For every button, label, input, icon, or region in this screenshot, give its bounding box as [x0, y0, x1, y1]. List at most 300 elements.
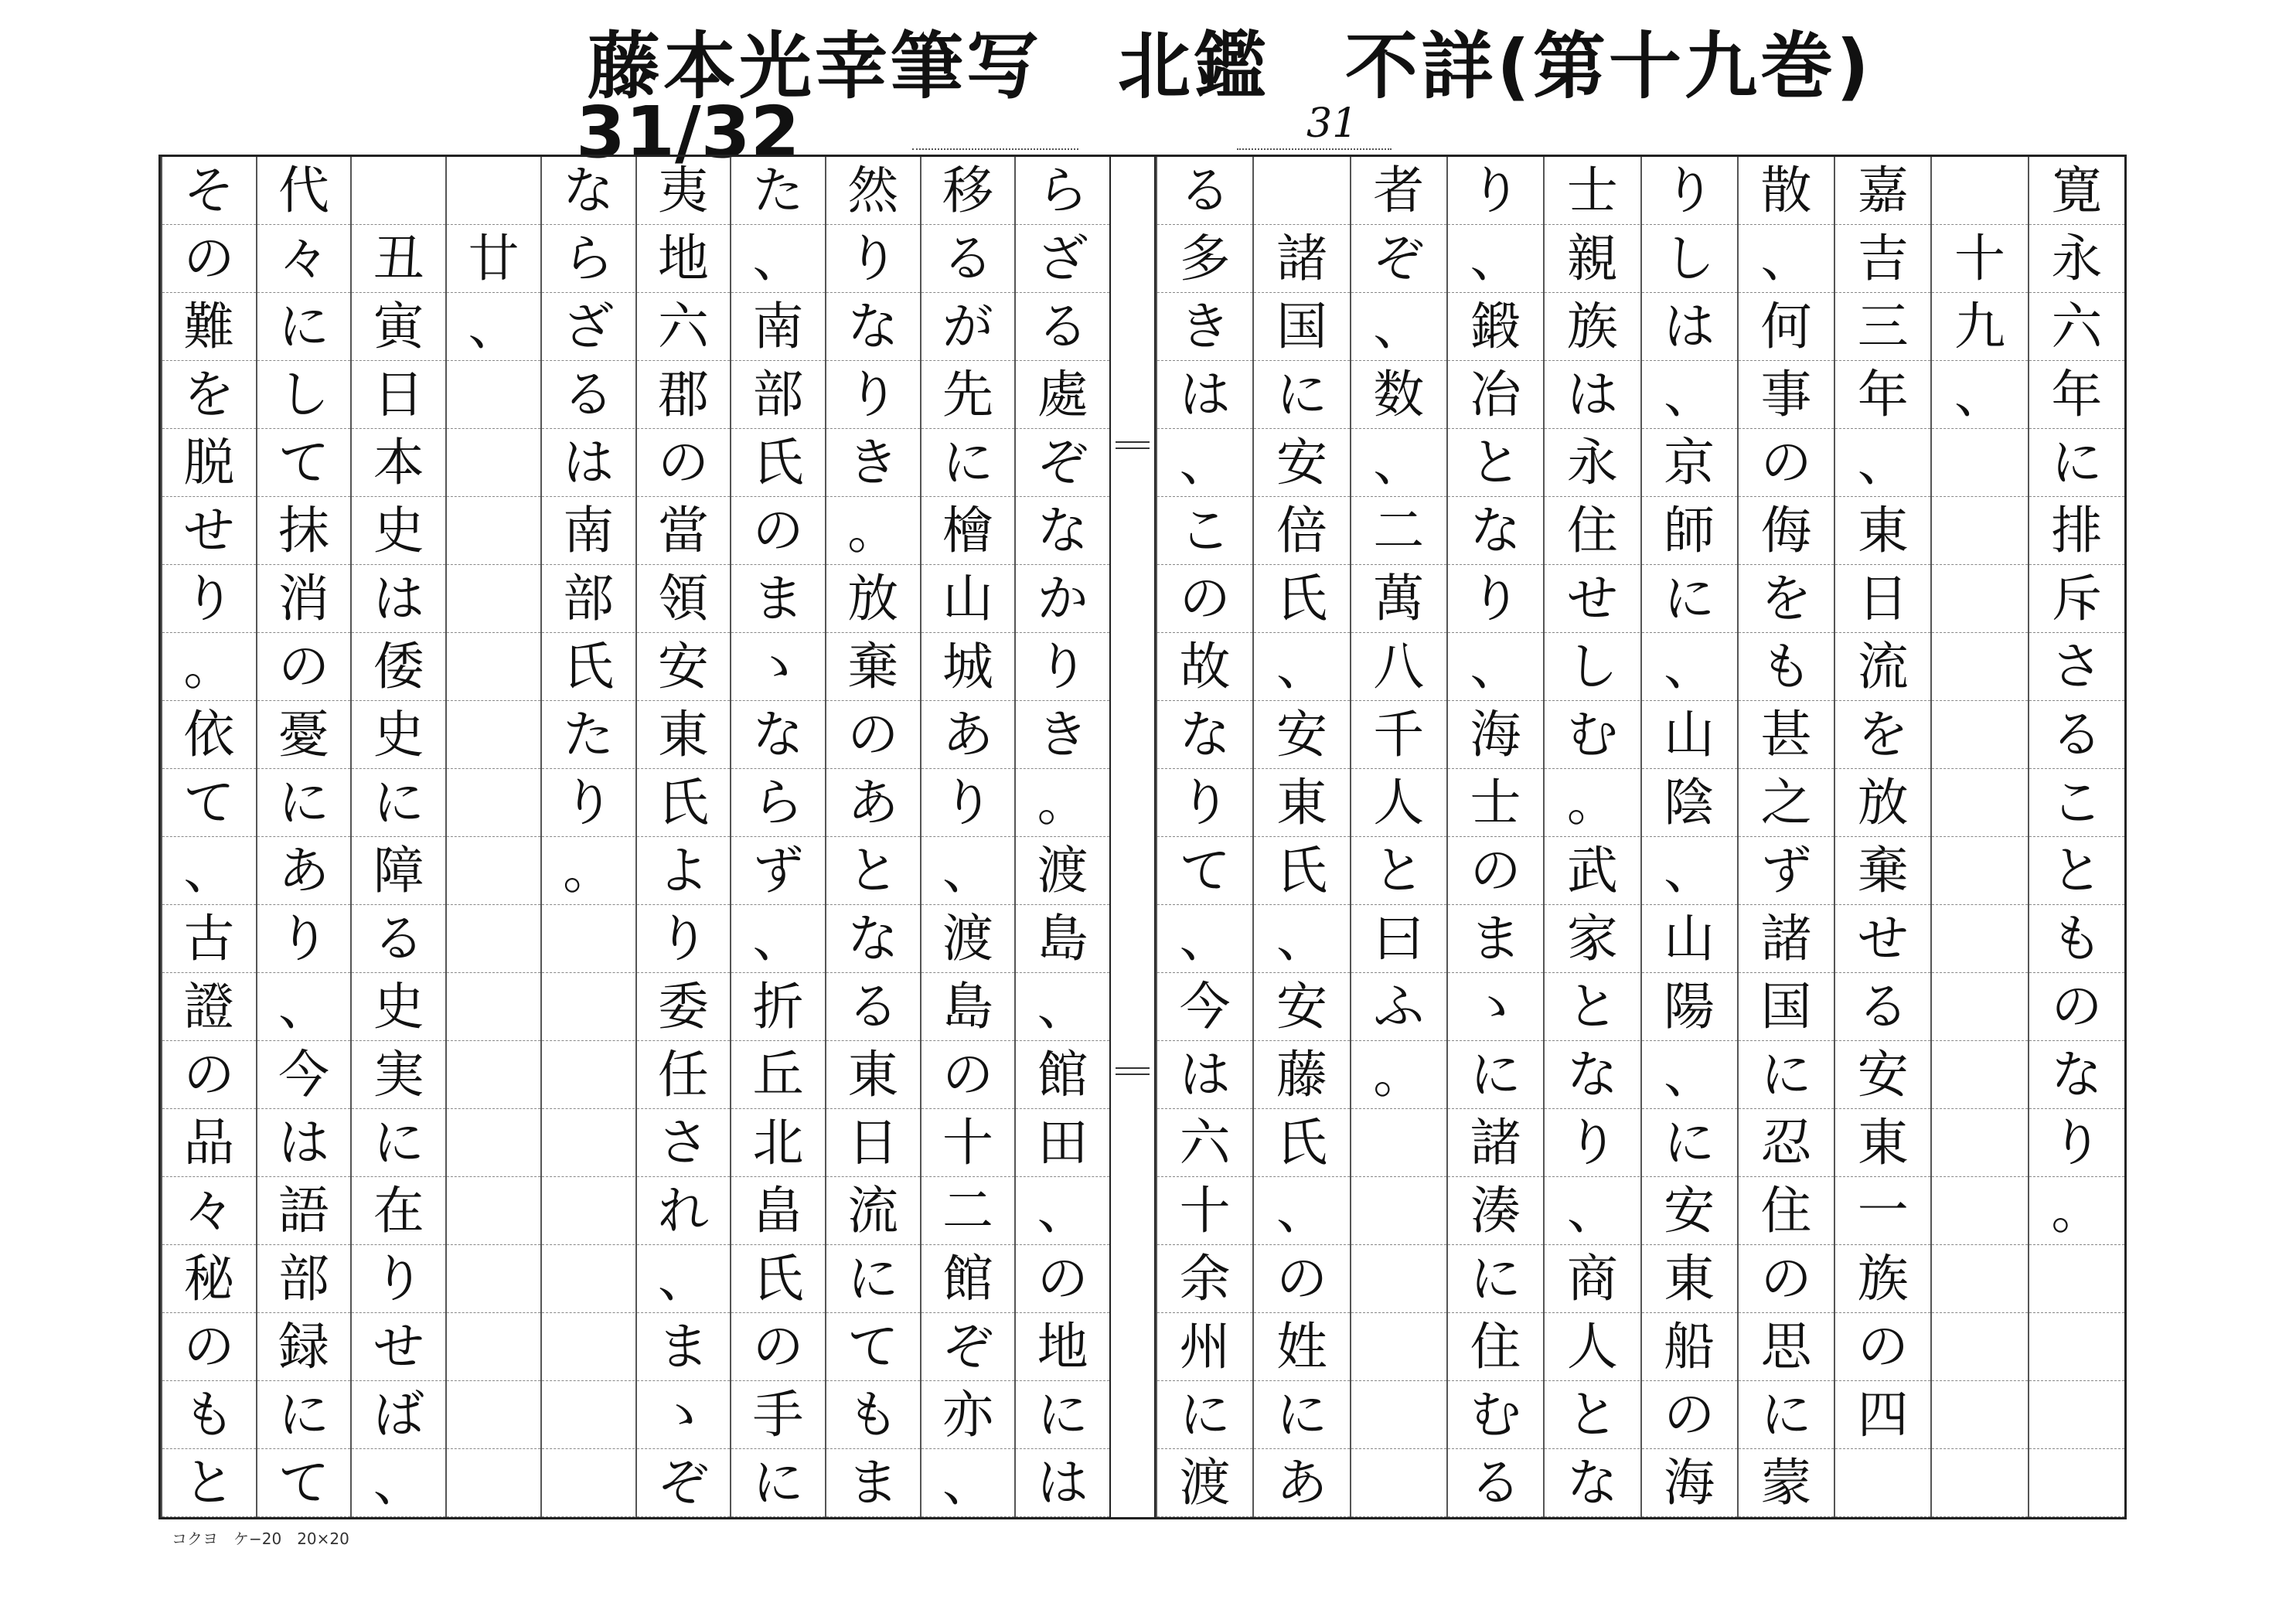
manuscript-cell: 任 — [637, 1041, 731, 1109]
manuscript-cell: 人 — [1545, 1313, 1640, 1381]
manuscript-cell: 流 — [1835, 633, 1930, 701]
manuscript-cell: き — [1016, 701, 1109, 769]
manuscript-cell: は — [1642, 293, 1737, 361]
manuscript-cell: 。 — [2029, 1177, 2124, 1245]
manuscript-cell: 六 — [2029, 293, 2124, 361]
manuscript-cell: り — [1016, 633, 1109, 701]
manuscript-cell: 々 — [162, 1177, 256, 1245]
manuscript-cell: 氏 — [731, 1245, 825, 1313]
manuscript-cell: も — [2029, 905, 2124, 973]
manuscript-cell: 史 — [352, 701, 445, 769]
manuscript-cell: り — [1642, 157, 1737, 225]
manuscript-cell — [447, 1449, 540, 1517]
manuscript-cell: 東 — [1835, 1109, 1930, 1177]
manuscript-cell — [1932, 1245, 2027, 1313]
manuscript-cell: こ — [1157, 497, 1252, 565]
manuscript-cell: 年 — [2029, 361, 2124, 429]
manuscript-cell: 部 — [731, 361, 825, 429]
manuscript-cell: る — [1016, 293, 1109, 361]
manuscript-cell: 、 — [352, 1449, 445, 1517]
manuscript-cell — [1932, 565, 2027, 633]
manuscript-cell: 渡 — [1016, 837, 1109, 905]
manuscript-cell: り — [637, 905, 731, 973]
manuscript-cell: に — [826, 1245, 920, 1313]
manuscript-cell: 島 — [921, 973, 1015, 1041]
manuscript-cell — [1932, 905, 2027, 973]
manuscript-cell: 、 — [1448, 225, 1543, 293]
manuscript-cell — [542, 1109, 635, 1177]
manuscript-cell: に — [1642, 565, 1737, 633]
manuscript-cell: 部 — [257, 1245, 351, 1313]
manuscript-cell: 然 — [826, 157, 920, 225]
manuscript-cell: も — [826, 1381, 920, 1449]
manuscript-cell: 日 — [1835, 565, 1930, 633]
manuscript-cell: ざ — [542, 293, 635, 361]
manuscript-cell: 、 — [1545, 1177, 1640, 1245]
manuscript-cell: 事 — [1739, 361, 1834, 429]
manuscript-cell: に — [2029, 429, 2124, 497]
manuscript-column — [1930, 157, 2027, 1517]
manuscript-cell: 、 — [257, 973, 351, 1041]
manuscript-cell — [542, 1381, 635, 1449]
manuscript-cell: て — [257, 1449, 351, 1517]
manuscript-cell — [542, 905, 635, 973]
manuscript-cell: 京 — [1642, 429, 1737, 497]
manuscript-cell: 排 — [2029, 497, 2124, 565]
manuscript-cell: 吉 — [1835, 225, 1930, 293]
manuscript-cell: り — [826, 225, 920, 293]
manuscript-cell: に — [731, 1449, 825, 1517]
manuscript-cell: 山 — [1642, 701, 1737, 769]
manuscript-cell: 消 — [257, 565, 351, 633]
manuscript-cell: あ — [921, 701, 1015, 769]
manuscript-cell: り — [1157, 769, 1252, 837]
manuscript-cell: ゝ — [731, 633, 825, 701]
manuscript-cell — [542, 1177, 635, 1245]
manuscript-cell: 六 — [637, 293, 731, 361]
manuscript-cell: 難 — [162, 293, 256, 361]
manuscript-cell: 商 — [1545, 1245, 1640, 1313]
manuscript-cell: ら — [1016, 157, 1109, 225]
manuscript-cell: と — [1545, 973, 1640, 1041]
manuscript-cell: 族 — [1545, 293, 1640, 361]
manuscript-cell: 陰 — [1642, 769, 1737, 837]
manuscript-cell: 。 — [162, 633, 256, 701]
manuscript-cell: に — [921, 429, 1015, 497]
manuscript-cell: 山 — [921, 565, 1015, 633]
manuscript-cell: て — [257, 429, 351, 497]
manuscript-cell: 曰 — [1351, 905, 1446, 973]
manuscript-cell — [447, 497, 540, 565]
manuscript-cell: の — [162, 1041, 256, 1109]
manuscript-cell: さ — [2029, 633, 2124, 701]
manuscript-cell — [447, 905, 540, 973]
manuscript-cell: 之 — [1739, 769, 1834, 837]
manuscript-cell — [2029, 1381, 2124, 1449]
manuscript-cell: き — [1157, 293, 1252, 361]
manuscript-cell: た — [731, 157, 825, 225]
manuscript-cell: 船 — [1642, 1313, 1737, 1381]
manuscript-cell: 安 — [1835, 1041, 1930, 1109]
manuscript-cell: る — [352, 905, 445, 973]
manuscript-cell: 今 — [1157, 973, 1252, 1041]
manuscript-cell: に — [352, 769, 445, 837]
manuscript-cell: り — [162, 565, 256, 633]
manuscript-cell: り — [1448, 157, 1543, 225]
manuscript-cell: る — [2029, 701, 2124, 769]
manuscript-cell: と — [2029, 837, 2124, 905]
manuscript-cell: 棄 — [826, 633, 920, 701]
manuscript-cell: 東 — [1254, 769, 1349, 837]
manuscript-cell: 證 — [162, 973, 256, 1041]
manuscript-cell: な — [826, 905, 920, 973]
manuscript-cell — [1932, 701, 2027, 769]
manuscript-cell: き — [826, 429, 920, 497]
manuscript-cell: し — [1545, 633, 1640, 701]
manuscript-cell — [542, 1449, 635, 1517]
manuscript-cell: 領 — [637, 565, 731, 633]
manuscript-cell: 海 — [1448, 701, 1543, 769]
manuscript-cell: 冶 — [1448, 361, 1543, 429]
manuscript-cell: 品 — [162, 1109, 256, 1177]
manuscript-cell: 余 — [1157, 1245, 1252, 1313]
manuscript-cell — [542, 973, 635, 1041]
manuscript-cell: 郡 — [637, 361, 731, 429]
manuscript-cell: 師 — [1642, 497, 1737, 565]
manuscript-cell: 、 — [1157, 905, 1252, 973]
manuscript-cell: 忍 — [1739, 1109, 1834, 1177]
manuscript-cell: 十 — [921, 1109, 1015, 1177]
manuscript-cell — [1351, 1245, 1446, 1313]
manuscript-cell — [1932, 157, 2027, 225]
manuscript-cell: 安 — [1254, 429, 1349, 497]
manuscript-cell: ず — [731, 837, 825, 905]
manuscript-cell: 障 — [352, 837, 445, 905]
manuscript-cell: り — [921, 769, 1015, 837]
manuscript-cell: 国 — [1739, 973, 1834, 1041]
manuscript-cell: 安 — [637, 633, 731, 701]
manuscript-cell: せ — [1835, 905, 1930, 973]
manuscript-cell — [1351, 1313, 1446, 1381]
manuscript-cell: 、 — [1835, 429, 1930, 497]
manuscript-cell: に — [1448, 1041, 1543, 1109]
manuscript-cell: り — [542, 769, 635, 837]
manuscript-cell: の — [731, 1313, 825, 1381]
manuscript-cell: を — [162, 361, 256, 429]
manuscript-cell: 思 — [1739, 1313, 1834, 1381]
manuscript-cell: ば — [352, 1381, 445, 1449]
manuscript-cell: し — [1642, 225, 1737, 293]
manuscript-cell: 。 — [1545, 769, 1640, 837]
manuscript-column — [1834, 157, 1930, 1517]
manuscript-cell: 数 — [1351, 361, 1446, 429]
manuscript-cell: 依 — [162, 701, 256, 769]
manuscript-cell: 丘 — [731, 1041, 825, 1109]
manuscript-cell: 安 — [1254, 973, 1349, 1041]
manuscript-cell: 何 — [1739, 293, 1834, 361]
manuscript-cell: 鍛 — [1448, 293, 1543, 361]
manuscript-cell: る — [542, 361, 635, 429]
manuscript-cell: か — [1016, 565, 1109, 633]
manuscript-cell: 憂 — [257, 701, 351, 769]
manuscript-column — [635, 157, 731, 1517]
manuscript-sheet — [158, 155, 2127, 1519]
manuscript-cell: 脱 — [162, 429, 256, 497]
manuscript-cell: 、 — [162, 837, 256, 905]
manuscript-cell: る — [1448, 1449, 1543, 1517]
gutter-mark — [1116, 1067, 1150, 1075]
manuscript-cell: 武 — [1545, 837, 1640, 905]
manuscript-cell: 日 — [826, 1109, 920, 1177]
manuscript-column — [540, 157, 635, 1517]
manuscript-cell: の — [921, 1041, 1015, 1109]
manuscript-cell: と — [1448, 429, 1543, 497]
manuscript-cell — [1932, 1381, 2027, 1449]
manuscript-cell: 家 — [1545, 905, 1640, 973]
manuscript-cell: 移 — [921, 157, 1015, 225]
manuscript-cell — [447, 837, 540, 905]
manuscript-cell: 、 — [1642, 633, 1737, 701]
manuscript-cell — [2029, 1245, 2124, 1313]
manuscript-cell: 、 — [637, 1245, 731, 1313]
manuscript-cell: 四 — [1835, 1381, 1930, 1449]
manuscript-cell: 檜 — [921, 497, 1015, 565]
manuscript-column — [445, 157, 540, 1517]
manuscript-cell: て — [1157, 837, 1252, 905]
manuscript-cell: 代 — [257, 157, 351, 225]
manuscript-cell: 渡 — [1157, 1449, 1252, 1517]
manuscript-cell: 、 — [1739, 225, 1834, 293]
manuscript-cell: 十 — [1157, 1177, 1252, 1245]
manuscript-cell: 、 — [731, 225, 825, 293]
manuscript-column — [1014, 157, 1109, 1517]
manuscript-cell — [1932, 1449, 2027, 1517]
manuscript-cell: る — [1835, 973, 1930, 1041]
manuscript-cell: 倍 — [1254, 497, 1349, 565]
manuscript-cell: の — [1448, 837, 1543, 905]
manuscript-cell: 、 — [1642, 837, 1737, 905]
manuscript-cell: 夷 — [637, 157, 731, 225]
manuscript-cell: は — [1157, 361, 1252, 429]
manuscript-column — [1350, 157, 1446, 1517]
manuscript-cell — [1932, 633, 2027, 701]
manuscript-cell — [447, 1109, 540, 1177]
manuscript-cell: 部 — [542, 565, 635, 633]
manuscript-cell: 多 — [1157, 225, 1252, 293]
manuscript-cell: 永 — [2029, 225, 2124, 293]
manuscript-column — [161, 157, 256, 1517]
manuscript-cell: し — [257, 361, 351, 429]
manuscript-cell: 、 — [1932, 361, 2027, 429]
manuscript-cell: 放 — [826, 565, 920, 633]
manuscript-cell: 諸 — [1739, 905, 1834, 973]
manuscript-column — [1156, 157, 1252, 1517]
manuscript-cell: 渡 — [921, 905, 1015, 973]
manuscript-cell: 當 — [637, 497, 731, 565]
manuscript-column — [350, 157, 445, 1517]
manuscript-cell — [1932, 429, 2027, 497]
manuscript-cell: は — [542, 429, 635, 497]
manuscript-cell: 親 — [1545, 225, 1640, 293]
manuscript-cell: は — [352, 565, 445, 633]
manuscript-cell: の — [637, 429, 731, 497]
gutter — [1109, 157, 1156, 1517]
manuscript-cell: 住 — [1739, 1177, 1834, 1245]
manuscript-cell: な — [826, 293, 920, 361]
manuscript-cell: 地 — [637, 225, 731, 293]
manuscript-cell: 東 — [1642, 1245, 1737, 1313]
manuscript-cell: ぞ — [921, 1313, 1015, 1381]
manuscript-cell: 今 — [257, 1041, 351, 1109]
manuscript-cell: の — [162, 1313, 256, 1381]
manuscript-cell: 在 — [352, 1177, 445, 1245]
manuscript-cell: 士 — [1545, 157, 1640, 225]
manuscript-cell: 手 — [731, 1381, 825, 1449]
manuscript-cell: 先 — [921, 361, 1015, 429]
manuscript-cell: ら — [542, 225, 635, 293]
manuscript-cell — [447, 361, 540, 429]
manuscript-cell: 住 — [1545, 497, 1640, 565]
manuscript-cell: 棄 — [1835, 837, 1930, 905]
manuscript-cell — [447, 1313, 540, 1381]
manuscript-cell: に — [257, 769, 351, 837]
manuscript-cell: な — [1016, 497, 1109, 565]
manuscript-cell — [2029, 1313, 2124, 1381]
manuscript-cell: 藤 — [1254, 1041, 1349, 1109]
manuscript-cell: 諸 — [1448, 1109, 1543, 1177]
manuscript-cell: 甚 — [1739, 701, 1834, 769]
manuscript-cell: と — [1351, 837, 1446, 905]
manuscript-cell: な — [542, 157, 635, 225]
manuscript-cell: 録 — [257, 1313, 351, 1381]
manuscript-cell: の — [257, 633, 351, 701]
manuscript-cell: の — [2029, 973, 2124, 1041]
manuscript-cell: に — [1739, 1381, 1834, 1449]
manuscript-cell: る — [921, 225, 1015, 293]
manuscript-cell: の — [1016, 1245, 1109, 1313]
manuscript-cell: 氏 — [731, 429, 825, 497]
manuscript-cell: 寅 — [352, 293, 445, 361]
manuscript-cell: り — [2029, 1109, 2124, 1177]
manuscript-cell: 諸 — [1254, 225, 1349, 293]
manuscript-cell: は — [1016, 1449, 1109, 1517]
manuscript-cell: 安 — [1254, 701, 1349, 769]
manuscript-cell: 陽 — [1642, 973, 1737, 1041]
manuscript-cell: 抹 — [257, 497, 351, 565]
manuscript-cell — [1932, 973, 2027, 1041]
manuscript-cell: せ — [1545, 565, 1640, 633]
manuscript-cell: な — [1545, 1449, 1640, 1517]
manuscript-cell: る — [1157, 157, 1252, 225]
manuscript-cell: 、 — [1642, 1041, 1737, 1109]
manuscript-cell — [447, 1245, 540, 1313]
manuscript-cell: 史 — [352, 497, 445, 565]
manuscript-cell: り — [257, 905, 351, 973]
manuscript-cell: 湊 — [1448, 1177, 1543, 1245]
manuscript-cell: 南 — [731, 293, 825, 361]
manuscript-cell: 、 — [1351, 293, 1446, 361]
manuscript-cell: 、 — [921, 837, 1015, 905]
manuscript-cell: 。 — [542, 837, 635, 905]
manuscript-column — [825, 157, 920, 1517]
manuscript-cell: 、 — [1016, 1177, 1109, 1245]
manuscript-cell: 折 — [731, 973, 825, 1041]
manuscript-cell: 東 — [637, 701, 731, 769]
manuscript-cell: あ — [257, 837, 351, 905]
manuscript-cell — [447, 701, 540, 769]
left-page — [161, 157, 1109, 1517]
manuscript-cell: 年 — [1835, 361, 1930, 429]
manuscript-cell: の — [1835, 1313, 1930, 1381]
manuscript-cell: 八 — [1351, 633, 1446, 701]
page-number: 31 — [1306, 100, 1358, 147]
manuscript-cell: そ — [162, 157, 256, 225]
underline-left — [912, 148, 1078, 150]
right-page — [1156, 157, 2124, 1517]
manuscript-cell: 実 — [352, 1041, 445, 1109]
manuscript-cell: 古 — [162, 905, 256, 973]
manuscript-cell: の — [1739, 429, 1834, 497]
manuscript-cell: の — [731, 497, 825, 565]
manuscript-cell: ゝ — [1448, 973, 1543, 1041]
manuscript-cell: 二 — [1351, 497, 1446, 565]
manuscript-cell: り — [352, 1245, 445, 1313]
manuscript-cell: 永 — [1545, 429, 1640, 497]
manuscript-cell: 散 — [1739, 157, 1834, 225]
manuscript-cell: ま — [1448, 905, 1543, 973]
manuscript-cell: 史 — [352, 973, 445, 1041]
manuscript-column — [2028, 157, 2124, 1517]
manuscript-cell: の — [1739, 1245, 1834, 1313]
manuscript-cell: 、 — [1157, 429, 1252, 497]
manuscript-cell: 二 — [921, 1177, 1015, 1245]
document-title: 藤本光幸筆写 北鑑 不詳(第十九巻) — [588, 25, 1872, 109]
manuscript-cell: 、 — [1642, 361, 1737, 429]
manuscript-cell — [447, 429, 540, 497]
manuscript-cell: て — [826, 1313, 920, 1381]
manuscript-cell: 三 — [1835, 293, 1930, 361]
manuscript-cell: 萬 — [1351, 565, 1446, 633]
manuscript-cell: の — [1157, 565, 1252, 633]
manuscript-cell: に — [257, 1381, 351, 1449]
manuscript-cell: 委 — [637, 973, 731, 1041]
manuscript-cell: む — [1448, 1381, 1543, 1449]
manuscript-cell — [352, 157, 445, 225]
manuscript-cell: ぞ — [1016, 429, 1109, 497]
manuscript-cell: ふ — [1351, 973, 1446, 1041]
manuscript-cell — [1932, 497, 2027, 565]
manuscript-cell: 、 — [1448, 633, 1543, 701]
manuscript-cell: と — [1545, 1381, 1640, 1449]
manuscript-cell: る — [826, 973, 920, 1041]
manuscript-column — [920, 157, 1015, 1517]
manuscript-cell: 士 — [1448, 769, 1543, 837]
manuscript-cell: に — [1448, 1245, 1543, 1313]
manuscript-cell: 姓 — [1254, 1313, 1349, 1381]
manuscript-cell — [447, 1381, 540, 1449]
manuscript-column — [256, 157, 351, 1517]
manuscript-cell: 倭 — [352, 633, 445, 701]
manuscript-cell — [447, 769, 540, 837]
manuscript-cell: 千 — [1351, 701, 1446, 769]
manuscript-cell: り — [1448, 565, 1543, 633]
manuscript-cell: た — [542, 701, 635, 769]
manuscript-cell — [1932, 769, 2027, 837]
manuscript-cell: 本 — [352, 429, 445, 497]
manuscript-cell: 人 — [1351, 769, 1446, 837]
page-count: 31/32 — [576, 91, 800, 174]
manuscript-cell: を — [1835, 701, 1930, 769]
